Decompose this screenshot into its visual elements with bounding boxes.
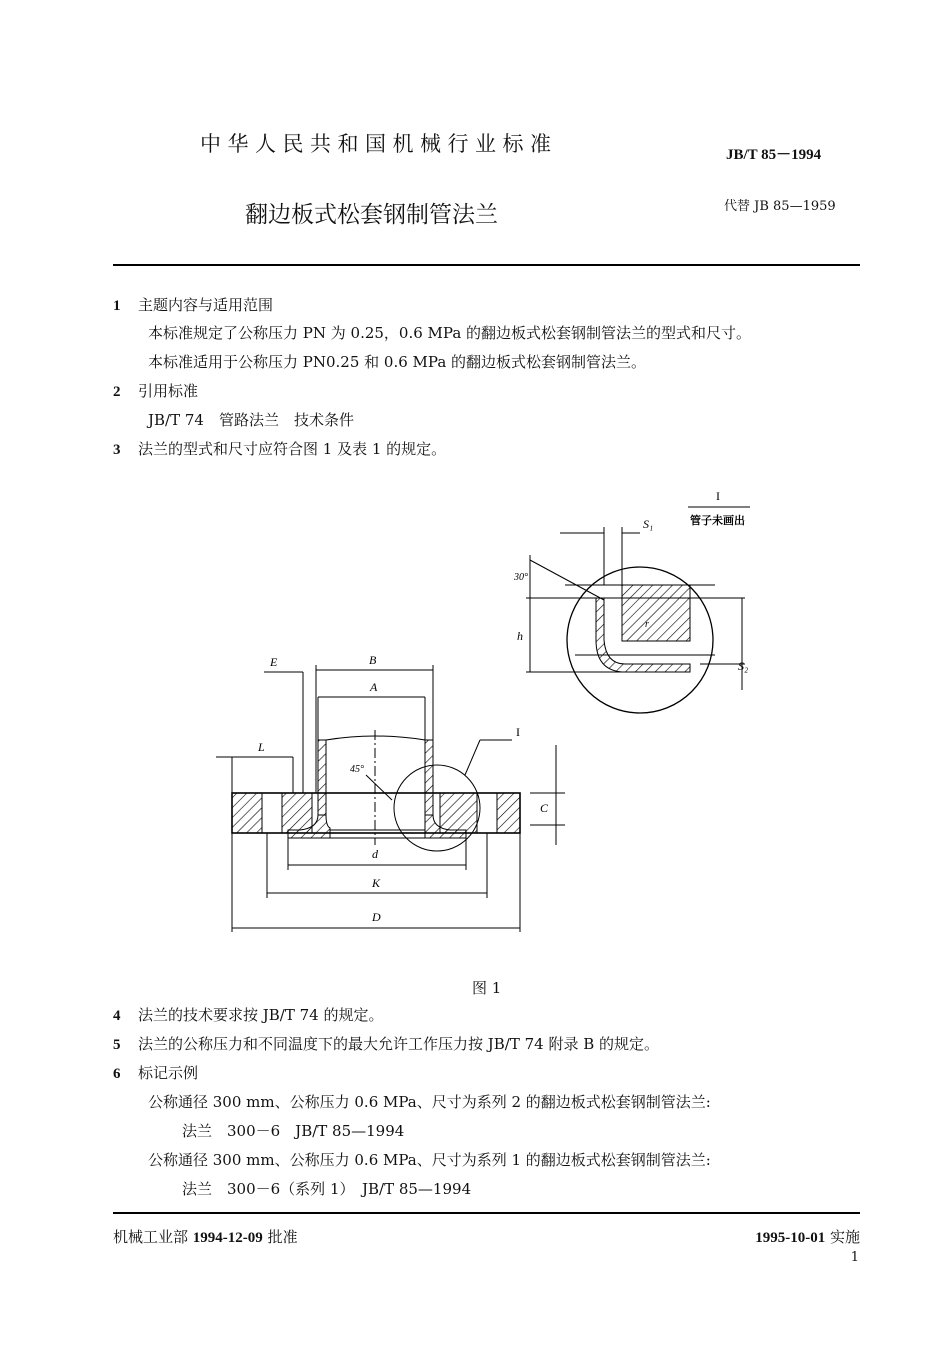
section-6-paragraph-2: 公称通径 300 mm、公称压力 0.6 MPa、尺寸为系列 1 的翻边板式松套钢制管法兰: <box>148 1151 711 1169</box>
label-r: r <box>645 619 649 630</box>
authority: 机械工业部 <box>113 1228 189 1246</box>
footer-rule <box>113 1212 860 1214</box>
section-number: 4 <box>113 1008 121 1024</box>
hatched-section-left-outer <box>232 793 262 833</box>
detail-note: 管子未画出 <box>690 515 745 527</box>
pipe-wall-left <box>318 740 326 815</box>
pipe-wall-right <box>425 740 433 815</box>
label-30deg: 30° <box>514 572 528 583</box>
standard-code: JB/T 85－1994 <box>726 147 822 163</box>
section-6-heading <box>113 1063 198 1084</box>
detail-I-label: I <box>716 489 720 503</box>
approve-label: 批准 <box>267 1228 298 1246</box>
label-h: h <box>517 629 523 643</box>
label-d: d <box>372 847 378 861</box>
label-I: I <box>516 725 520 739</box>
section-title: 主题内容与适用范围 <box>138 296 274 314</box>
hatched-section-right-inner <box>440 793 477 833</box>
detail-flange-hatch <box>622 585 690 641</box>
label-45deg: 45° <box>350 764 364 775</box>
section-number: 2 <box>113 384 121 400</box>
section-2-paragraph-1: JB/T 74 管路法兰 技术条件 <box>148 411 354 429</box>
label-A: A <box>370 680 378 694</box>
label-D: D <box>372 910 381 924</box>
section-6-example-2: 法兰 300－6（系列 1） JB/T 85—1994 <box>182 1180 472 1198</box>
effective-label: 实施 <box>829 1228 860 1246</box>
section-1-paragraph-1: 本标准规定了公称压力 PN 为 0.25，0.6 MPa 的翻边板式松套钢制管法兰的型式和尺寸。 <box>148 324 752 342</box>
approval-info <box>113 1226 298 1247</box>
label-B: B <box>369 653 377 667</box>
section-number: 5 <box>113 1037 121 1053</box>
figure-caption: 图 1 <box>472 979 502 997</box>
section-number: 3 <box>113 442 121 458</box>
section-title: 引用标准 <box>138 382 199 400</box>
label-C: C <box>540 801 549 815</box>
section-title: 法兰的型式和尺寸应符合图 1 及表 1 的规定。 <box>138 440 447 458</box>
hatched-section-right-outer <box>497 793 520 833</box>
section-6-paragraph-1: 公称通径 300 mm、公称压力 0.6 MPa、尺寸为系列 2 的翻边板式松套钢制管法兰: <box>148 1093 711 1111</box>
replaces-note: 代替 JB 85—1959 <box>724 199 836 214</box>
page-number: 1 <box>850 1250 859 1265</box>
label-E: E <box>270 655 278 669</box>
label-S1: S₁ <box>643 517 654 531</box>
standard-title: 中华人民共和国机械行业标准 <box>200 132 558 156</box>
section-4-heading <box>113 1005 384 1026</box>
section-5-heading <box>113 1034 659 1055</box>
label-L: L <box>258 740 265 754</box>
effective-info <box>755 1226 860 1247</box>
section-number: 1 <box>113 298 121 314</box>
effective-date: 1995-10-01 <box>755 1230 826 1246</box>
document-title: 翻边板式松套钢制管法兰 <box>245 202 498 228</box>
label-K: K <box>372 876 381 890</box>
section-title: 法兰的技术要求按 JB/T 74 的规定。 <box>138 1006 384 1024</box>
approve-date: 1994-12-09 <box>192 1230 263 1246</box>
label-S2: S₂ <box>738 659 749 673</box>
section-1-paragraph-2: 本标准适用于公称压力 PN0.25 和 0.6 MPa 的翻边板式松套钢制管法兰。 <box>148 353 647 371</box>
section-6-example-1: 法兰 300－6 JB/T 85—1994 <box>182 1122 405 1140</box>
section-title: 标记示例 <box>138 1064 199 1082</box>
hatched-section-left-inner <box>282 793 312 833</box>
section-number: 6 <box>113 1066 121 1082</box>
section-title: 法兰的公称压力和不同温度下的最大允许工作压力按 JB/T 74 附录 B 的规定。 <box>138 1035 660 1053</box>
